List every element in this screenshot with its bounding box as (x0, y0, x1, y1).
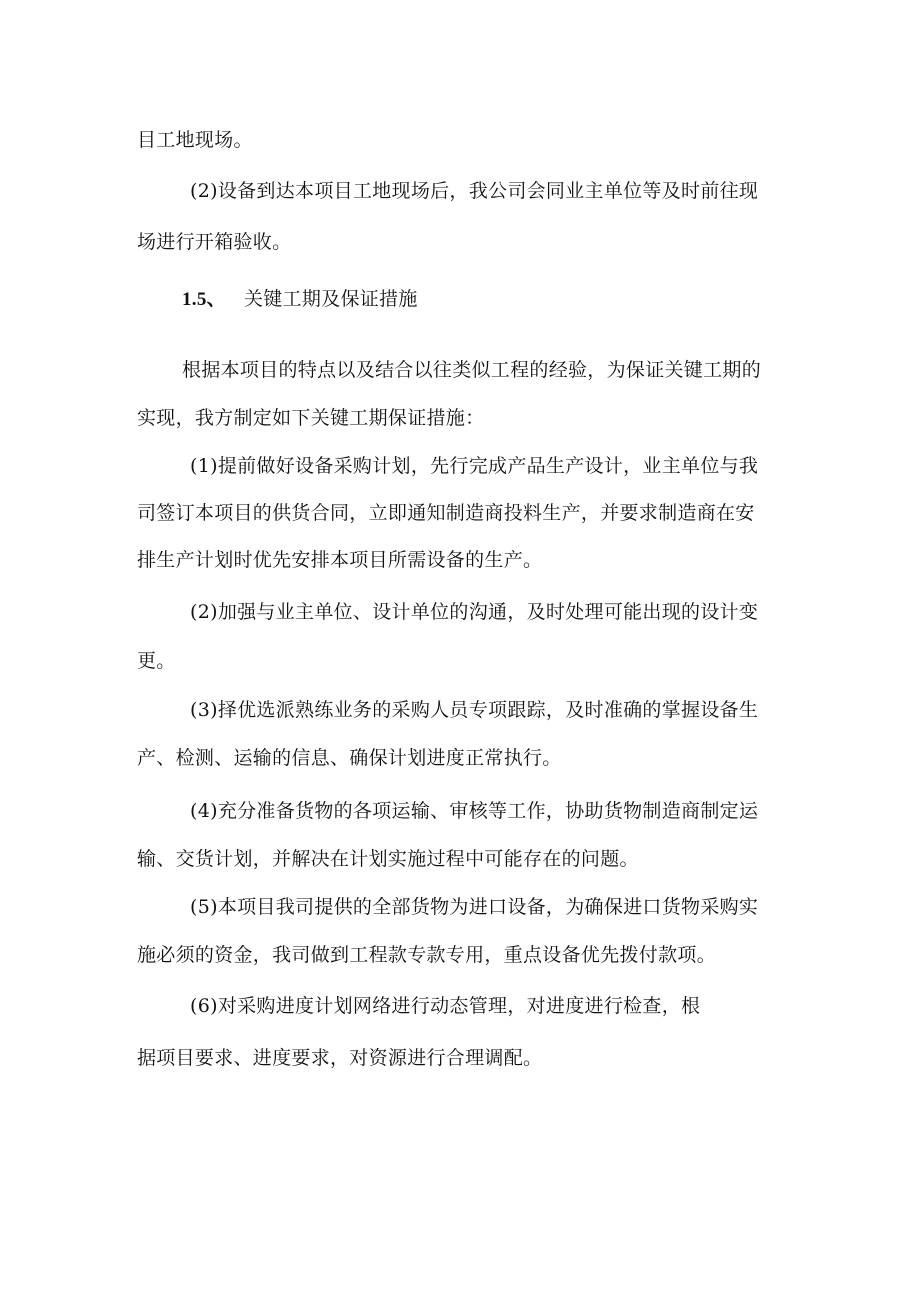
text-line: (1)提前做好设备采购计划，先行完成产品生产设计，业主单位与我 (190, 455, 759, 477)
text-line: 目工地现场。 (137, 129, 253, 151)
section-title: 关键工期及保证措施 (243, 288, 418, 310)
text-line: 据项目要求、进度要求，对资源进行合理调配。 (137, 1047, 543, 1069)
text-line: (3)择优选派熟练业务的采购人员专项跟踪，及时准确的掌握设备生 (190, 699, 759, 721)
text-line: 司签订本项目的供货合同，立即通知制造商投料生产，并要求制造商在安 (137, 502, 755, 524)
text-line: 产、检测、运输的信息、确保计划进度正常执行。 (137, 747, 562, 769)
text-line: (2)设备到达本项目工地现场后，我公司会同业主单位等及时前往现 (190, 180, 759, 202)
text-line: 场进行开箱验收。 (137, 231, 292, 253)
text-line: 排生产计划时优先安排本项目所需设备的生产。 (137, 549, 543, 571)
text-line: (4)充分准备货物的各项运输、审核等工作，协助货物制造商制定运 (190, 800, 759, 822)
text-line: 实现，我方制定如下关键工期保证措施： (137, 407, 485, 429)
text-line: 根据本项目的特点以及结合以往类似工程的经验，为保证关键工期的 (182, 359, 762, 381)
text-line: (2)加强与业主单位、设计单位的沟通，及时处理可能出现的设计变 (190, 601, 759, 623)
text-line: (6)对采购进度计划网络进行动态管理，对进度进行检查，根 (190, 995, 701, 1017)
text-line: 更。 (137, 650, 176, 672)
text-line: (5)本项目我司提供的全部货物为进口设备，为确保进口货物采购实 (190, 896, 759, 918)
text-line: 施必须的资金，我司做到工程款专款专用，重点设备优先拨付款项。 (137, 944, 717, 966)
section-number: 1.5、 (182, 289, 226, 310)
section-heading (182, 285, 418, 314)
text-line: 输、交货计划，并解决在计划实施过程中可能存在的问题。 (137, 848, 639, 870)
